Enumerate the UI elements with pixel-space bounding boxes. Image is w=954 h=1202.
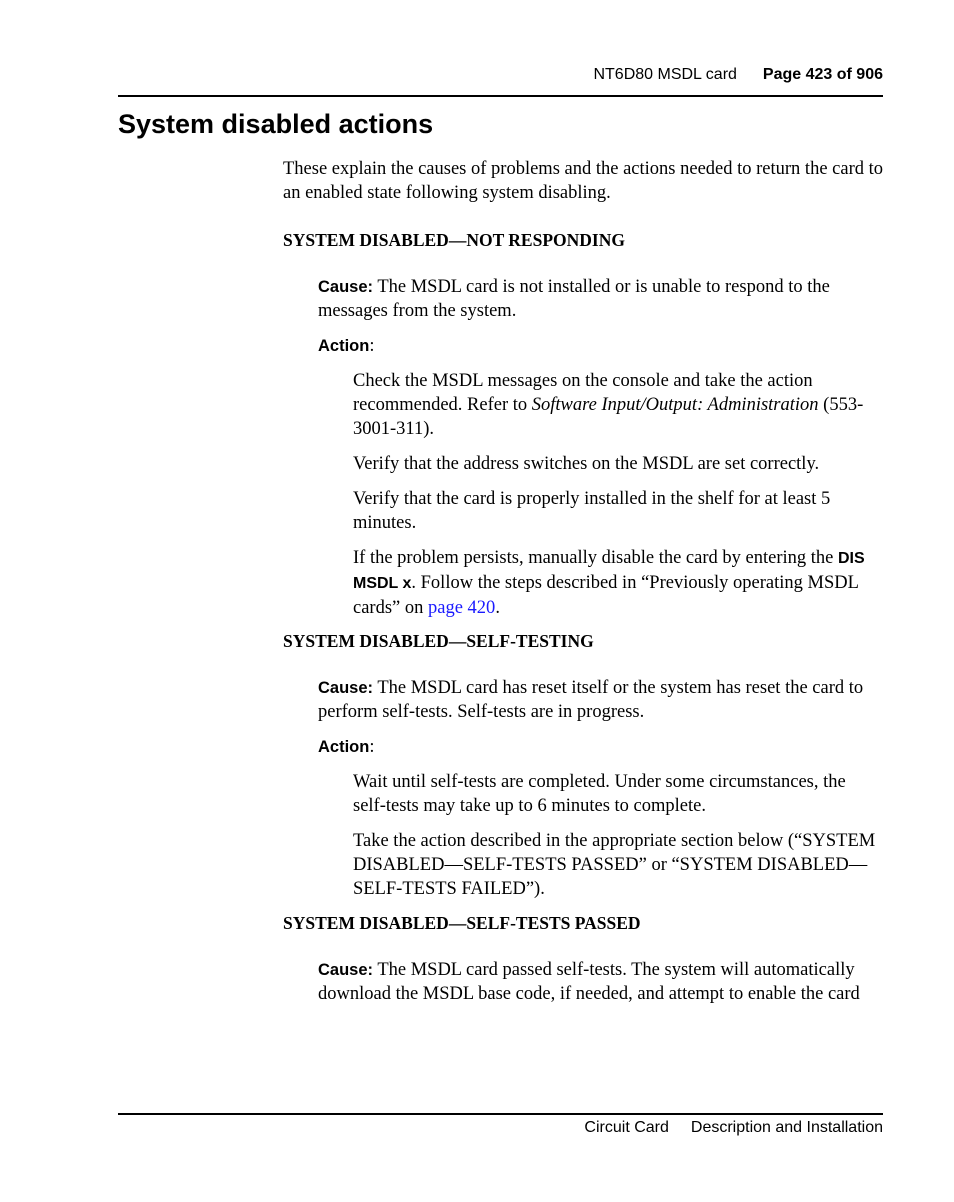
page-title: System disabled actions (118, 109, 434, 139)
action-item: If the problem persists, manually disable the card by entering the DIS MSDL x. Follow the steps described in “Previously operating MSDL cards” on page 420. (353, 548, 865, 618)
page-number: Page 423 of 906 (762, 66, 883, 83)
cause-label: Cause: (318, 278, 374, 296)
page-footer (584, 1119, 883, 1137)
cause-text: The MSDL card has reset itself or the system has reset the card to perform self-tests. Self-tests are in progress. (318, 678, 864, 722)
footer-book-name: Circuit Card (584, 1119, 669, 1136)
page-reference-link[interactable]: page 420 (428, 598, 496, 618)
document-reference: Software Input/Output: Administration (531, 395, 819, 415)
intro-paragraph: These explain the causes of problems and the actions needed to return the card to an enabled state following system disabling. (283, 159, 884, 203)
action-label: Action (318, 738, 370, 756)
footer-rule (118, 1113, 883, 1115)
section-heading-not-responding: SYSTEM DISABLED—NOT RESPONDING (283, 230, 625, 250)
section-heading-self-testing: SYSTEM DISABLED—SELF-TESTING (283, 631, 594, 651)
cause-label: Cause: (318, 679, 374, 697)
cause-text: The MSDL card is not installed or is unable to respond to the messages from the system. (318, 277, 830, 321)
cause-text: The MSDL card passed self-tests. The system will automatically download the MSDL base code, if needed, and attempt to enable the card (318, 960, 860, 1004)
cause-paragraph (318, 275, 883, 323)
document-title: NT6D80 MSDL card (593, 66, 737, 83)
action-item: Wait until self-tests are completed. Under some circumstances, the self-tests may take up to 6 minutes to complete. (353, 772, 846, 816)
action-item: Verify that the card is properly installed in the shelf for at least 5 minutes. (353, 489, 831, 533)
cause-paragraph (318, 676, 883, 724)
command-text: DIS MSDL x (353, 550, 865, 592)
action-label-line: Action: (318, 737, 375, 757)
action-item: Take the action described in the appropriate section below (“SYSTEM DISABLED—SELF-TESTS PASSED” or “SYSTEM DISABLED—SELF-TESTS FAILED”). (353, 831, 876, 899)
action-item: Check the MSDL messages on the console and take the action recommended. Refer to Software Input/Output: Administration (553-3001-311). (353, 371, 864, 439)
header-rule (118, 95, 883, 97)
action-label: Action (318, 337, 370, 355)
action-item: Verify that the address switches on the MSDL are set correctly. (353, 454, 820, 474)
page-header (593, 66, 883, 84)
footer-book-subtitle: Description and Installation (690, 1119, 883, 1136)
section-heading-self-tests-passed: SYSTEM DISABLED—SELF-TESTS PASSED (283, 913, 641, 933)
action-label-line: Action: (318, 336, 375, 356)
cause-label: Cause: (318, 961, 374, 979)
cause-paragraph (318, 958, 883, 1006)
